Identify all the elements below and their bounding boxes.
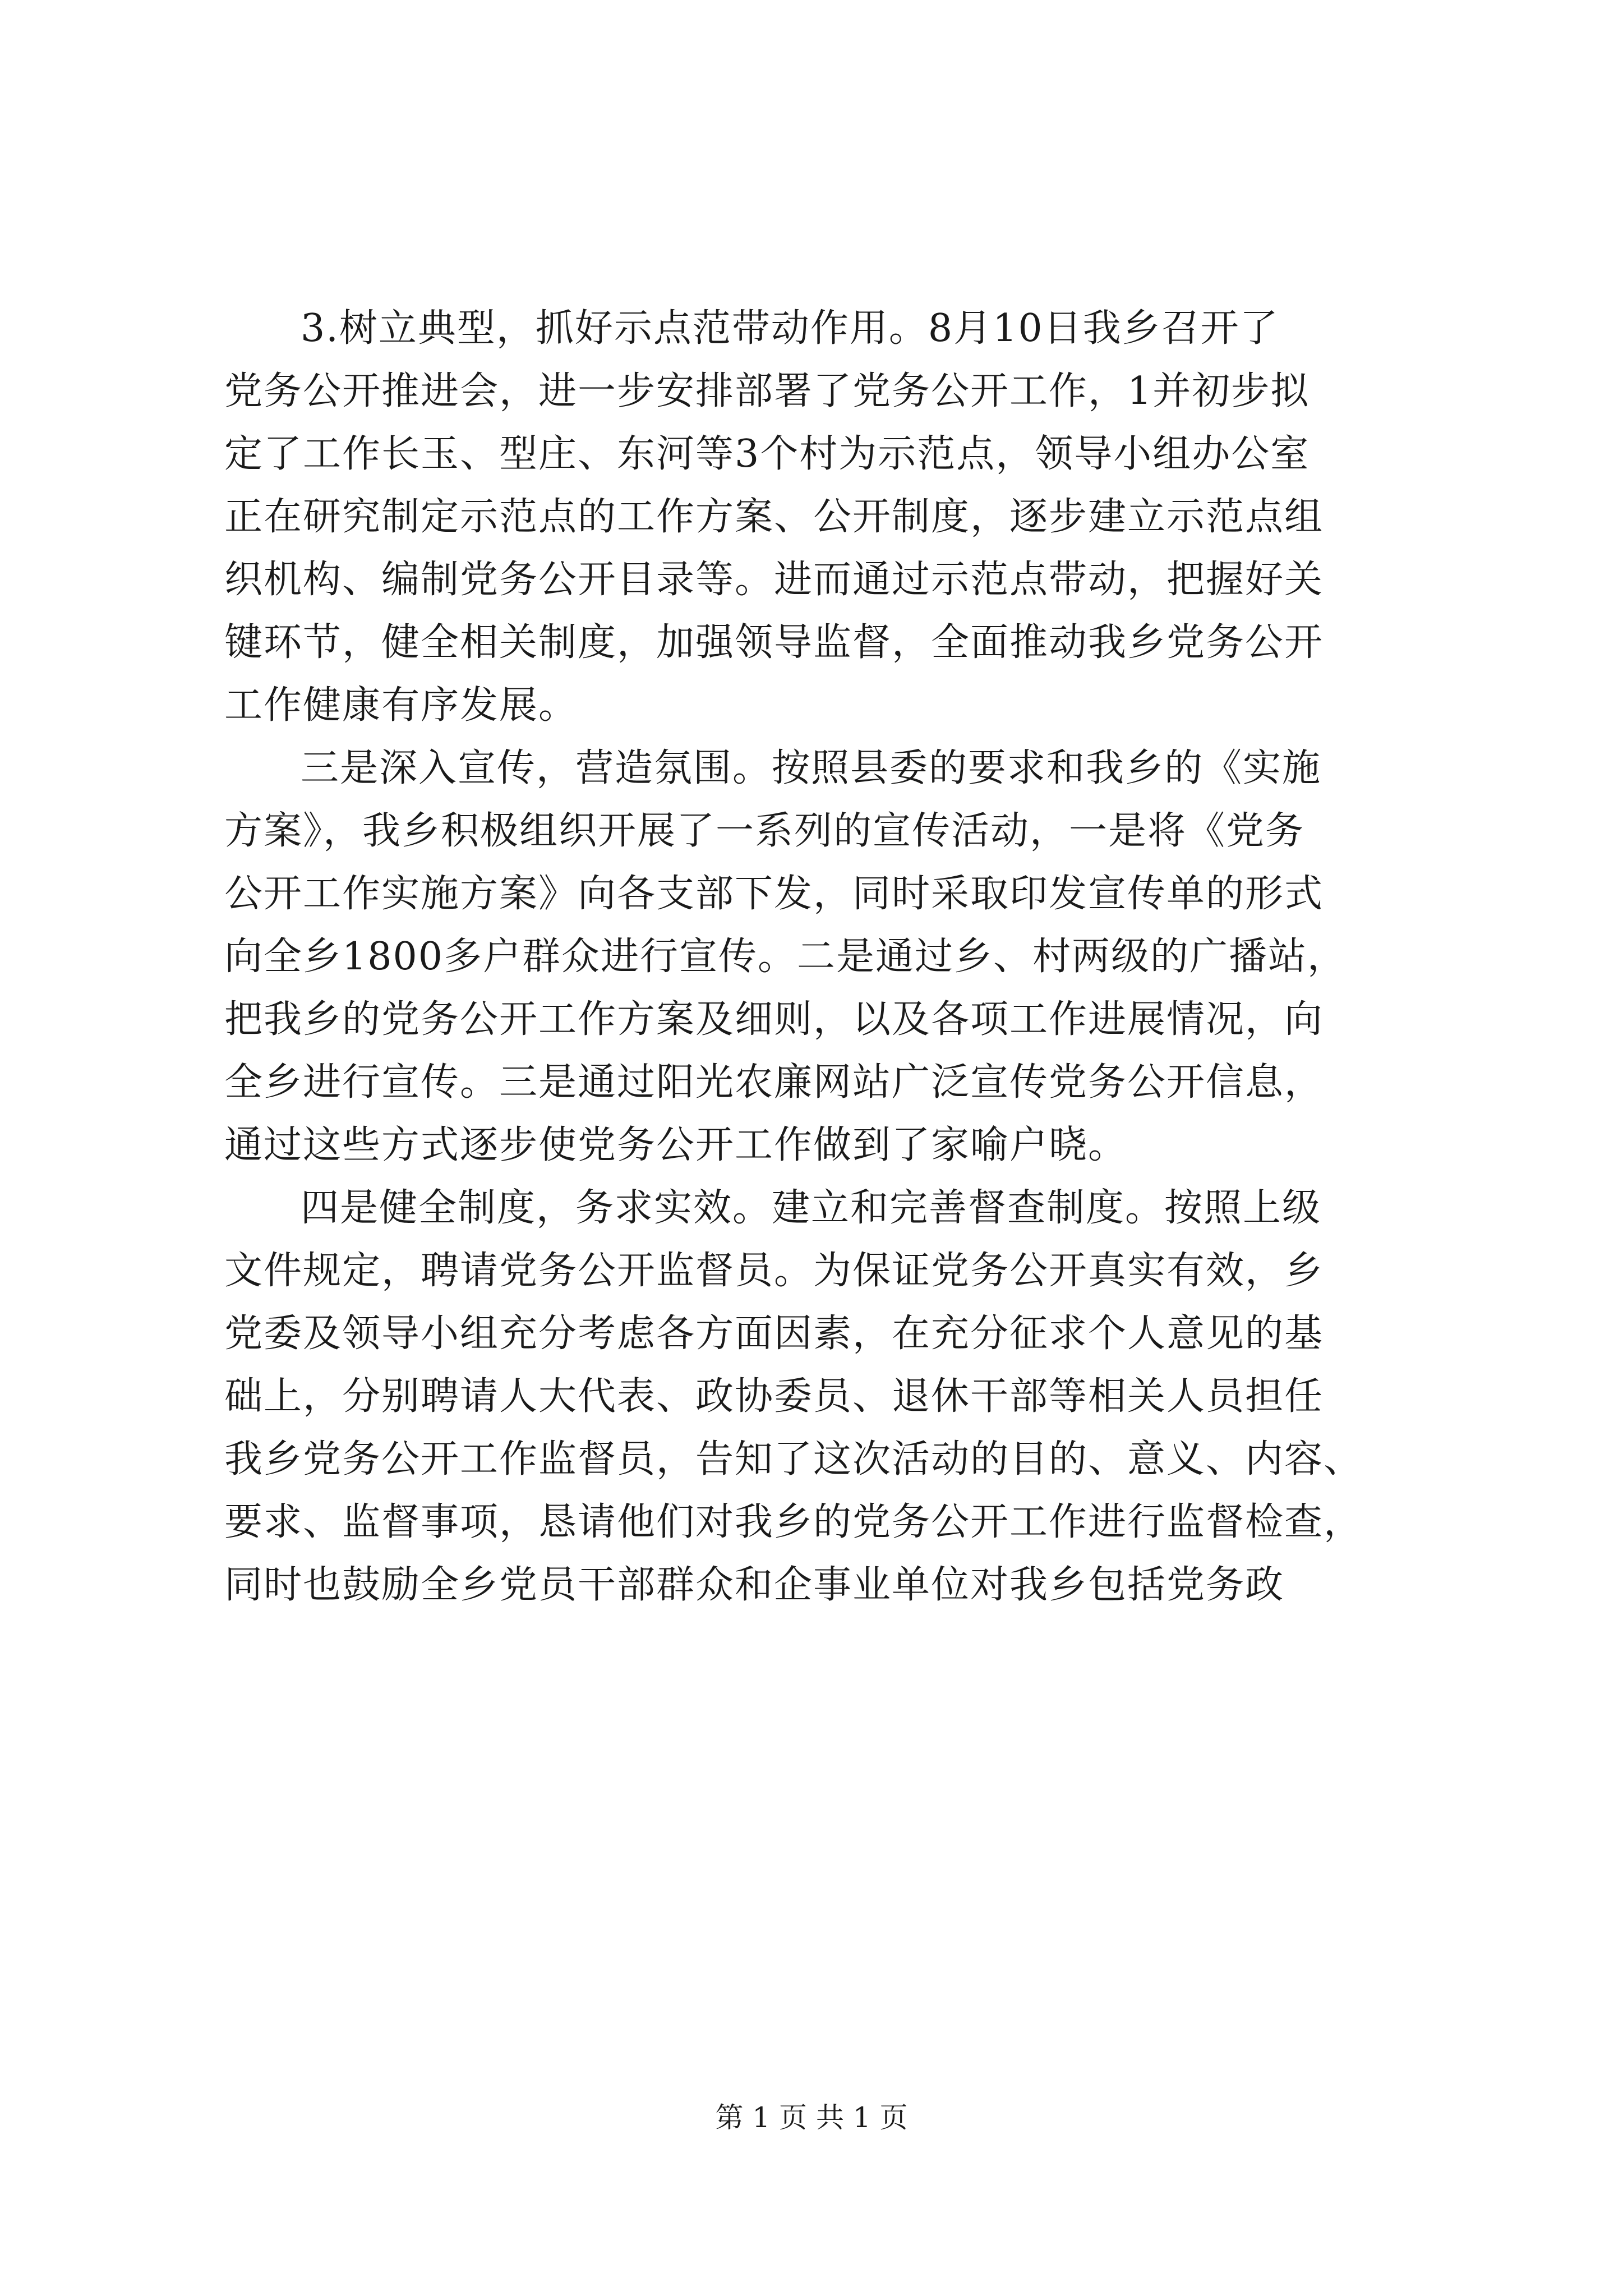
text-line: 正在研究制定示范点的工作方案、公开制度，逐步建立示范点组 <box>224 495 1324 539</box>
text-line: 方案》，我乡积极组织开展了一系列的宣传活动，一是将《党务 <box>224 809 1305 853</box>
document-body <box>224 297 1402 1617</box>
text-line: 党务公开推进会，进一步安排部署了党务公开工作，1并初步拟 <box>224 369 1310 413</box>
paragraph-publicity <box>224 737 1402 1177</box>
text-line: 我乡党务公开工作监督员，告知了这次活动的目的、意义、内容、 <box>224 1437 1363 1481</box>
text-line: 同时也鼓励全乡党员干部群众和企事业单位对我乡包括党务政 <box>224 1563 1285 1607</box>
text-line: 织机构、编制党务公开目录等。进而通过示范点带动，把握好关 <box>224 558 1324 602</box>
text-line: 向全乡1800多户群众进行宣传。二是通过乡、村两级的广播站， <box>224 935 1347 979</box>
text-line: 定了工作长玉、型庄、东河等3个村为示范点，领导小组办公室 <box>224 432 1310 476</box>
text-line: 工作健康有序发展。 <box>224 683 578 728</box>
text-line: 全乡进行宣传。三是通过阳光农廉网站广泛宣传党务公开信息， <box>224 1060 1324 1105</box>
text-line: 要求、监督事项，恳请他们对我乡的党务公开工作进行监督检查， <box>224 1500 1363 1544</box>
page-footer: 第 1 页 共 1 页 <box>715 2101 908 2134</box>
text-line: 三是深入宣传，营造氛围。按照县委的要求和我乡的《实施 <box>301 746 1322 790</box>
text-line: 党委及领导小组充分考虑各方面因素，在充分征求个人意见的基 <box>224 1312 1324 1356</box>
text-line: 3.树立典型，抓好示点范带动作用。8月10日我乡召开了 <box>301 306 1279 351</box>
text-line: 通过这些方式逐步使党务公开工作做到了家喻户晓。 <box>224 1123 1128 1167</box>
text-line: 四是健全制度，务求实效。建立和完善督查制度。按照上级 <box>301 1186 1322 1230</box>
text-line: 键环节，健全相关制度，加强领导监督，全面推动我乡党务公开 <box>224 620 1324 665</box>
paragraph-model-sites <box>224 297 1402 737</box>
text-line: 础上，分别聘请人大代表、政协委员、退休干部等相关人员担任 <box>224 1374 1324 1419</box>
text-line: 把我乡的党务公开工作方案及细则，以及各项工作进展情况，向 <box>224 997 1324 1042</box>
text-line: 文件规定，聘请党务公开监督员。为保证党务公开真实有效，乡 <box>224 1249 1324 1293</box>
paragraph-system <box>224 1177 1402 1617</box>
text-line: 公开工作实施方案》向各支部下发，同时采取印发宣传单的形式 <box>224 872 1324 916</box>
